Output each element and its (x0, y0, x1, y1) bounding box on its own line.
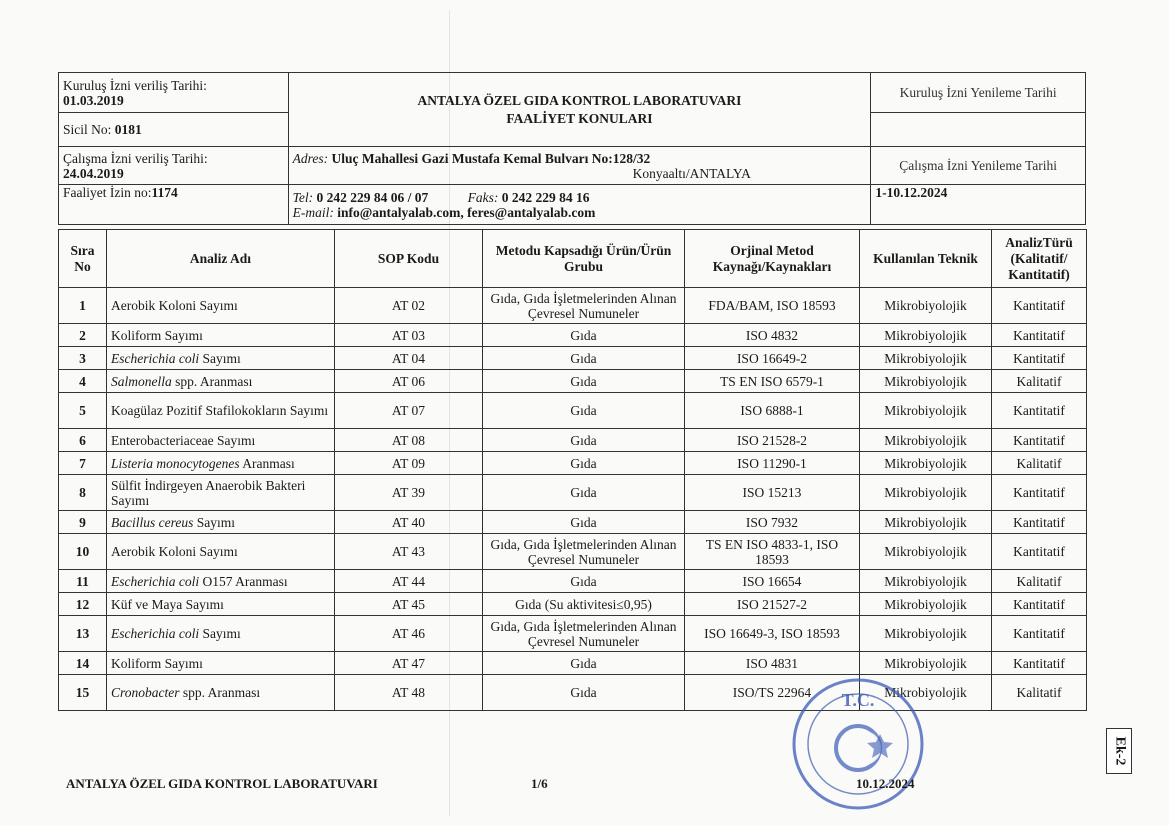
cell-teknik: Mikrobiyolojik (860, 475, 992, 511)
official-seal (788, 674, 928, 814)
cell-sop: AT 40 (335, 511, 483, 534)
cell-tur: Kantitatif (992, 347, 1087, 370)
cell-teknik: Mikrobiyolojik (860, 288, 992, 324)
cell-sop: AT 48 (335, 675, 483, 711)
table-row (59, 616, 1087, 652)
analysis-table (58, 229, 1087, 711)
analiz-italic: Listeria monocytogenes (111, 455, 240, 471)
col-analiz: Analiz Adı (107, 230, 335, 288)
cell-analiz (107, 593, 335, 616)
table-row (59, 324, 1087, 347)
cell-kaynak: ISO 21528-2 (685, 429, 860, 452)
lab-title: ANTALYA ÖZEL GIDA KONTROL LABORATUVARI (417, 92, 742, 108)
analiz-name: Sayımı (199, 626, 241, 641)
cell-tur: Kantitatif (992, 593, 1087, 616)
cell-kaynak: ISO 16654 (685, 570, 860, 593)
analiz-name: Küf ve Maya Sayımı (111, 596, 224, 612)
cell-sop: AT 45 (335, 593, 483, 616)
cell-teknik: Mikrobiyolojik (860, 593, 992, 616)
analiz-name: Enterobacteriaceae Sayımı (111, 432, 256, 448)
cell-analiz (107, 347, 335, 370)
sicil-cell (59, 113, 289, 147)
analiz-name: spp. Aranması (171, 373, 253, 389)
analiz-name: Koliform Sayımı (111, 655, 203, 671)
cell-teknik: Mikrobiyolojik (860, 534, 992, 570)
cell-metod: Gıda (483, 570, 685, 593)
cell-analiz (107, 370, 335, 393)
sicil-no: 0181 (114, 122, 142, 137)
cell-teknik: Mikrobiyolojik (860, 452, 992, 475)
cell-metod: Gıda (483, 511, 685, 534)
cell-analiz (107, 393, 335, 429)
col-metod: Metodu Kapsadığı Ürün/Ürün Grubu (483, 230, 685, 288)
cell-kaynak: ISO 4831 (685, 652, 860, 675)
kurulus-label: Kuruluş İzni veriliş Tarihi: (63, 77, 207, 93)
cell-sop: AT 43 (335, 534, 483, 570)
kurulus-cell (59, 73, 289, 113)
cell-metod: Gıda (483, 452, 685, 475)
cell-no: 4 (59, 370, 107, 393)
cell-kaynak: TS EN ISO 6579-1 (685, 370, 860, 393)
sicil-label: Sicil No: (63, 122, 115, 137)
table-row (59, 593, 1087, 616)
faaliyet-label: Faaliyet İzin no: (63, 185, 152, 200)
analiz-name: Koliform Sayımı (111, 327, 203, 343)
cell-no: 10 (59, 534, 107, 570)
cell-kaynak: ISO 6888-1 (685, 393, 860, 429)
cell-teknik: Mikrobiyolojik (860, 616, 992, 652)
cell-no: 2 (59, 324, 107, 347)
faks-label: Faks: (467, 189, 502, 205)
footer-page: 1/6 (531, 776, 548, 791)
cell-teknik: Mikrobiyolojik (860, 370, 992, 393)
calisma-label: Çalışma İzni veriliş Tarihi: (63, 150, 208, 166)
cell-sop: AT 04 (335, 347, 483, 370)
cell-kaynak: FDA/BAM, ISO 18593 (685, 288, 860, 324)
cell-no: 5 (59, 393, 107, 429)
cell-metod: Gıda (483, 370, 685, 393)
cell-kaynak: ISO 4832 (685, 324, 860, 347)
adres: Uluç Mahallesi Gazi Mustafa Kemal Bulvarı No:128/32 (331, 150, 651, 166)
adres-city: Konyaaltı/ANTALYA (632, 165, 751, 181)
faaliyet-cell (59, 185, 289, 225)
cell-tur: Kantitatif (992, 652, 1087, 675)
lab-subtitle: FAALİYET KONULARI (506, 110, 653, 126)
cell-no: 14 (59, 652, 107, 675)
col-kaynak: Orjinal Metod Kaynağı/Kaynakları (685, 230, 860, 288)
cell-sop: AT 44 (335, 570, 483, 593)
col-teknik: Kullanılan Teknik (860, 230, 992, 288)
table-row (59, 570, 1087, 593)
analiz-name: O157 Aranması (199, 573, 288, 589)
calisma-cell (59, 147, 289, 185)
cell-teknik: Mikrobiyolojik (860, 324, 992, 347)
cell-no: 7 (59, 452, 107, 475)
header-table (58, 72, 1086, 225)
cell-no: 11 (59, 570, 107, 593)
table-row (59, 429, 1087, 452)
table-row (59, 511, 1087, 534)
analiz-italic: Escherichia coli (111, 350, 200, 366)
cell-metod: Gıda (483, 347, 685, 370)
side-tab-label: Ek-2 (1112, 736, 1128, 766)
cell-analiz (107, 570, 335, 593)
cell-analiz (107, 511, 335, 534)
table-row (59, 652, 1087, 675)
cell-analiz (107, 675, 335, 711)
yenileme-date: 1-10.12.2024 (871, 185, 1086, 225)
table-body (59, 288, 1087, 711)
cell-no: 8 (59, 475, 107, 511)
cell-sop: AT 08 (335, 429, 483, 452)
analiz-italic: Escherichia coli (111, 626, 200, 641)
cell-teknik: Mikrobiyolojik (860, 347, 992, 370)
cell-tur: Kalitatif (992, 675, 1087, 711)
cell-sop: AT 39 (335, 475, 483, 511)
email: info@antalyalab.com, feres@antalyalab.com (337, 204, 596, 220)
calisma-date: 24.04.2019 (63, 165, 124, 181)
cell-metod: Gıda (483, 475, 685, 511)
cell-tur: Kalitatif (992, 452, 1087, 475)
side-tab (1106, 728, 1132, 774)
cell-analiz (107, 288, 335, 324)
cell-teknik: Mikrobiyolojik (860, 570, 992, 593)
cell-tur: Kantitatif (992, 324, 1087, 347)
cell-tur: Kantitatif (992, 616, 1087, 652)
cell-tur: Kalitatif (992, 370, 1087, 393)
faks: 0 242 229 84 16 (501, 189, 590, 205)
cell-kaynak: ISO 11290-1 (685, 452, 860, 475)
lab-title-cell (288, 73, 871, 147)
analiz-name: Aerobik Koloni Sayımı (111, 544, 238, 559)
cell-metod: Gıda (483, 393, 685, 429)
adres-label: Adres: (292, 150, 332, 166)
cell-no: 6 (59, 429, 107, 452)
analiz-italic: Salmonella (111, 373, 172, 389)
tel-label: Tel: (292, 189, 317, 205)
seal-text: T.C. (841, 690, 875, 710)
cell-sop: AT 02 (335, 288, 483, 324)
analiz-name: Sayımı (193, 514, 235, 530)
cell-no: 3 (59, 347, 107, 370)
cell-teknik: Mikrobiyolojik (860, 393, 992, 429)
analiz-italic: Escherichia coli (111, 573, 200, 589)
table-row (59, 534, 1087, 570)
cell-metod: Gıda, Gıda İşletmelerinden Alınan Çevresel Numuneler (483, 534, 685, 570)
cell-no: 9 (59, 511, 107, 534)
cell-metod: Gıda (483, 324, 685, 347)
cell-tur: Kantitatif (992, 393, 1087, 429)
analiz-name: Sülfit İndirgeyen Anaerobik Bakteri Sayımı (111, 477, 306, 508)
cell-kaynak: ISO 16649-2 (685, 347, 860, 370)
cell-sop: AT 03 (335, 324, 483, 347)
cell-analiz (107, 452, 335, 475)
kurulus-date: 01.03.2019 (63, 92, 124, 108)
cell-kaynak: TS EN ISO 4833-1, ISO 18593 (685, 534, 860, 570)
cell-teknik: Mikrobiyolojik (860, 675, 992, 711)
cell-no: 12 (59, 593, 107, 616)
cell-kaynak: ISO 21527-2 (685, 593, 860, 616)
kurulus-yenileme: Kuruluş İzni Yenileme Tarihi (871, 73, 1086, 113)
analiz-name: Aerobik Koloni Sayımı (111, 298, 238, 313)
analiz-name: Sayımı (199, 350, 241, 366)
cell-analiz (107, 534, 335, 570)
cell-metod: Gıda, Gıda İşletmelerinden Alınan Çevresel Numuneler (483, 616, 685, 652)
cell-tur: Kantitatif (992, 429, 1087, 452)
cell-kaynak: ISO/TS 22964 (685, 675, 860, 711)
cell-sop: AT 07 (335, 393, 483, 429)
cell-no: 13 (59, 616, 107, 652)
cell-metod: Gıda (483, 652, 685, 675)
cell-kaynak: ISO 15213 (685, 475, 860, 511)
cell-tur: Kalitatif (992, 570, 1087, 593)
analiz-name: Aranması (239, 455, 295, 471)
footer-date: 10.12.2024 (856, 776, 915, 791)
analiz-name: Koagülaz Pozitif Stafilokokların Sayımı (111, 403, 329, 418)
kurulus-yenileme-value (871, 113, 1086, 147)
cell-sop: AT 06 (335, 370, 483, 393)
cell-metod: Gıda (483, 429, 685, 452)
cell-tur: Kantitatif (992, 534, 1087, 570)
cell-sop: AT 46 (335, 616, 483, 652)
cell-tur: Kantitatif (992, 288, 1087, 324)
cell-sop: AT 09 (335, 452, 483, 475)
analiz-italic: Cronobacter (111, 685, 180, 700)
contact-cell (288, 185, 871, 225)
table-row (59, 288, 1087, 324)
table-row (59, 347, 1087, 370)
col-tur: AnalizTürü (Kalitatif/ Kantitatif) (992, 230, 1087, 288)
table-row (59, 393, 1087, 429)
cell-tur: Kantitatif (992, 511, 1087, 534)
table-row (59, 475, 1087, 511)
cell-teknik: Mikrobiyolojik (860, 429, 992, 452)
cell-kaynak: ISO 7932 (685, 511, 860, 534)
cell-metod: Gıda (Su aktivitesi≤0,95) (483, 593, 685, 616)
cell-tur: Kantitatif (992, 475, 1087, 511)
cell-analiz (107, 324, 335, 347)
col-sira: Sıra No (59, 230, 107, 288)
analiz-name: spp. Aranması (179, 685, 261, 700)
calisma-yenileme: Çalışma İzni Yenileme Tarihi (871, 147, 1086, 185)
cell-analiz (107, 652, 335, 675)
cell-analiz (107, 475, 335, 511)
cell-metod: Gıda (483, 675, 685, 711)
table-row (59, 675, 1087, 711)
adres-cell (288, 147, 871, 185)
cell-kaynak: ISO 16649-3, ISO 18593 (685, 616, 860, 652)
analiz-italic: Bacillus cereus (111, 514, 194, 530)
cell-sop: AT 47 (335, 652, 483, 675)
email-label: E-mail: (292, 204, 338, 220)
cell-teknik: Mikrobiyolojik (860, 511, 992, 534)
cell-teknik: Mikrobiyolojik (860, 652, 992, 675)
cell-analiz (107, 616, 335, 652)
footer-lab: ANTALYA ÖZEL GIDA KONTROL LABORATUVARI (66, 776, 378, 791)
table-row (59, 452, 1087, 475)
table-row (59, 370, 1087, 393)
cell-analiz (107, 429, 335, 452)
cell-metod: Gıda, Gıda İşletmelerinden Alınan Çevresel Numuneler (483, 288, 685, 324)
tel: 0 242 229 84 06 / 07 (316, 189, 429, 205)
col-sop: SOP Kodu (335, 230, 483, 288)
cell-no: 15 (59, 675, 107, 711)
cell-no: 1 (59, 288, 107, 324)
faaliyet-no: 1174 (151, 185, 178, 200)
